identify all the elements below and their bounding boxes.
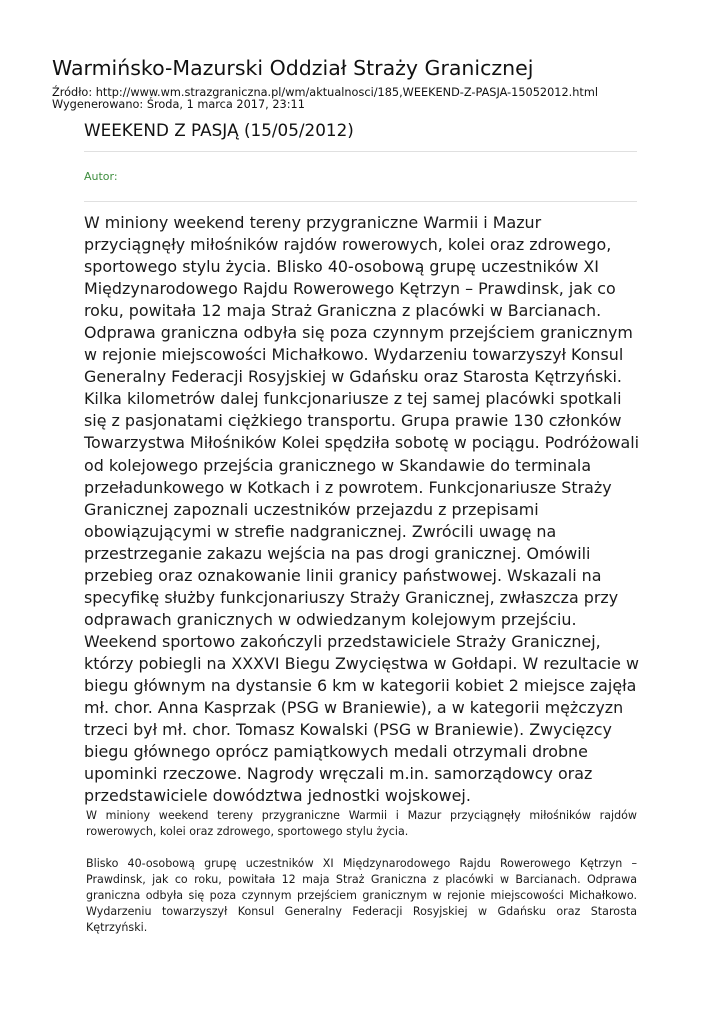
- site-title: Warmińsko-Mazurski Oddział Straży Granicznej: [52, 56, 534, 80]
- author-label: Autor:: [84, 170, 118, 183]
- generated-date: Wygenerowano: Środa, 1 marca 2017, 23:11: [52, 98, 305, 111]
- article-body: [86, 808, 637, 952]
- article-title: WEEKEND Z PASJĄ (15/05/2012): [84, 120, 354, 140]
- body-paragraph: W miniony weekend tereny przygraniczne Warmii i Mazur przyciągnęły miłośników rajdów rowerowych, kolei oraz zdrowego, sportowego stylu życia.: [86, 809, 637, 838]
- author-divider: [84, 201, 637, 202]
- title-divider: [84, 151, 637, 152]
- article-lead: W miniony weekend tereny przygraniczne Warmii i Mazur przyciągnęły miłośników rajdów rowerowych, kolei oraz zdrowego, sportowego stylu życia. Blisko 40-osobową grupę uczestników XI Międzynarodowego Rajdu Rowerowego Kętrzyn – Prawdinsk, jak co roku, powitała 12 maja Straż Graniczna z placówki w Barcianach. Odprawa graniczna odbyła się poza czynnym przejściem granicznym w rejonie miejscowości Michałkowo. Wydarzeniu towarzyszył Konsul Generalny Federacji Rosyjskiej w Gdańsku oraz Starosta Kętrzyński. Kilka kilometrów dalej funkcjonariusze z tej samej placówki spotkali się z pasjonatami ciężkiego transportu. Grupa prawie 130 członków Towarzystwa Miłośników Kolei spędziła sobotę w pociągu. Podróżowali od kolejowego przejścia granicznego w Skandawie do terminala przeładunkowego w Kotkach i z powrotem. Funkcjonariusze Straży Granicznej zapoznali uczestników przejazdu z przepisami obowiązującymi w strefie nadgranicznej. Zwrócili uwagę na przestrzeganie zakazu wejścia na pas drogi granicznej. Omówili przebieg oraz oznakowanie linii granicy państwowej. Wskazali na specyfikę służby funkcjonariuszy Straży Granicznej, zwłaszcza przy odprawach granicznych w odwiedzanym kolejowym przejściu. Weekend sportowo zakończyli przedstawiciele Straży Granicznej, którzy pobiegli na XXXVI Biegu Zwycięstwa w Gołdapi. W rezultacie w biegu głównym na dystansie 6 km w kategorii kobiet 2 miejsce zajęła mł. chor. Anna Kasprzak (PSG w Braniewie), a w kategorii mężczyzn trzeci był mł. chor. Tomasz Kowalski (PSG w Braniewie). Zwycięzcy biegu głównego oprócz pamiątkowych medali otrzymali drobne upominki rzeczowe. Nagrody wręczali m.in. samorządowcy oraz przedstawiciele dowództwa jednostki wojskowej.: [84, 213, 640, 806]
- body-paragraph: Blisko 40-osobową grupę uczestników XI Międzynarodowego Rajdu Rowerowego Kętrzyn – Prawdinsk, jak co roku, powitała 12 maja Straż Graniczna z placówki w Barcianach. Odprawa graniczna odbyła się poza czynnym przejściem granicznym w rejonie miejscowości Michałkowo. Wydarzeniu towarzyszył Konsul Generalny Federacji Rosyjskiej w Gdańsku oraz Starosta Kętrzyński.: [86, 857, 637, 934]
- source-url: Źródło: http://www.wm.strazgraniczna.pl/wm/aktualnosci/185,WEEKEND-Z-PASJA-15052012.html: [52, 86, 598, 99]
- document-meta: [52, 87, 598, 111]
